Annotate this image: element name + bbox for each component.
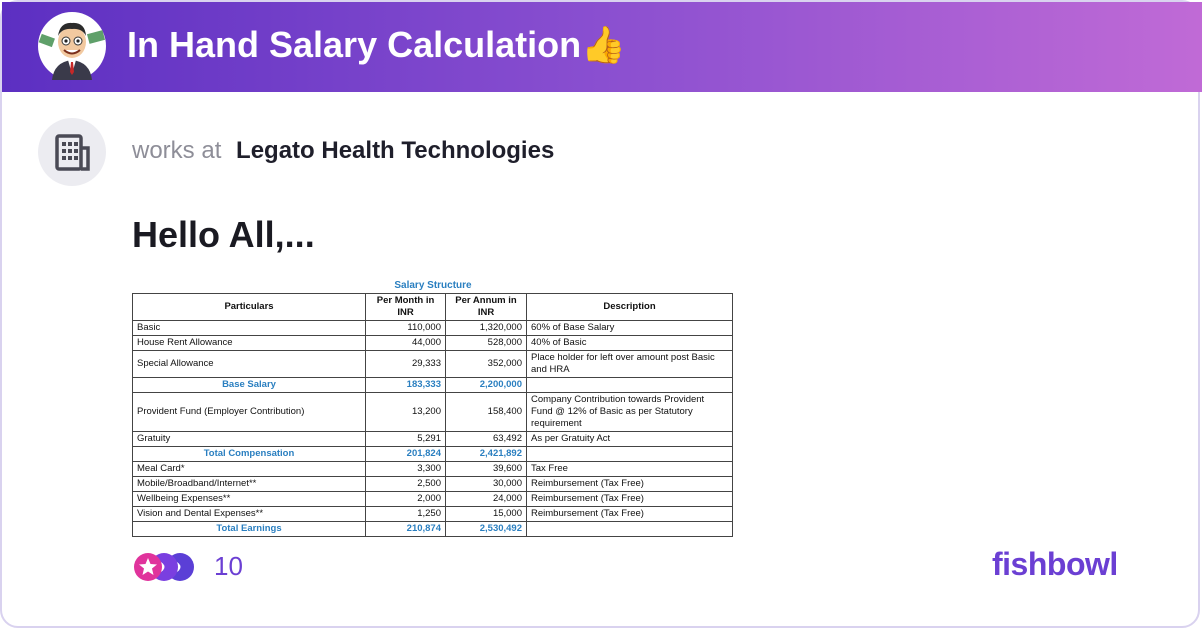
table-cell-particular: Wellbeing Expenses** — [133, 492, 366, 507]
salary-table — [132, 293, 733, 537]
table-cell-month: 5,291 — [366, 432, 446, 447]
table-cell-month: 2,500 — [366, 477, 446, 492]
table-cell-month: 44,000 — [366, 336, 446, 351]
table-cell-month: 110,000 — [366, 321, 446, 336]
table-row — [133, 351, 733, 378]
table-row — [133, 336, 733, 351]
table-cell-month: 2,000 — [366, 492, 446, 507]
table-cell-desc: Tax Free — [527, 462, 733, 477]
table-cell-desc — [527, 522, 733, 537]
table-cell-particular: Total Compensation — [133, 447, 366, 462]
table-caption: Salary Structure — [394, 280, 472, 291]
table-header-cell: Description — [527, 294, 733, 321]
table-cell-particular: Vision and Dental Expenses** — [133, 507, 366, 522]
table-cell-desc: Reimbursement (Tax Free) — [527, 477, 733, 492]
table-cell-annum: 158,400 — [446, 393, 527, 432]
table-cell-particular: House Rent Allowance — [133, 336, 366, 351]
table-cell-particular: Special Allowance — [133, 351, 366, 378]
avatar[interactable] — [38, 12, 106, 80]
table-cell-desc: 40% of Basic — [527, 336, 733, 351]
table-cell-desc — [527, 447, 733, 462]
author-line — [132, 137, 554, 165]
table-cell-annum: 2,200,000 — [446, 378, 527, 393]
table-cell-month: 29,333 — [366, 351, 446, 378]
table-cell-month: 1,250 — [366, 507, 446, 522]
post-title-header: In Hand Salary Calculation👍 — [127, 24, 626, 65]
table-header-cell: Particulars — [133, 294, 366, 321]
table-header-row — [133, 294, 733, 321]
company-name[interactable]: Legato Health Technologies — [236, 137, 555, 164]
table-total-row — [133, 378, 733, 393]
cartoon-businessman-icon — [38, 12, 106, 80]
table-cell-month: 201,824 — [366, 447, 446, 462]
table-header-cell: Per Annum in INR — [446, 294, 527, 321]
table-row — [133, 462, 733, 477]
reactions[interactable] — [132, 550, 202, 584]
table-cell-annum: 352,000 — [446, 351, 527, 378]
table-cell-particular: Meal Card* — [133, 462, 366, 477]
table-row — [133, 321, 733, 336]
post-body-title: Hello All,... — [132, 214, 315, 255]
table-cell-annum: 24,000 — [446, 492, 527, 507]
table-cell-particular: Gratuity — [133, 432, 366, 447]
works-at-label: works at — [132, 137, 222, 164]
table-row — [133, 393, 733, 432]
table-cell-particular: Provident Fund (Employer Contribution) — [133, 393, 366, 432]
table-cell-month: 13,200 — [366, 393, 446, 432]
table-total-row — [133, 522, 733, 537]
table-cell-desc: Reimbursement (Tax Free) — [527, 507, 733, 522]
table-cell-particular: Total Earnings — [133, 522, 366, 537]
table-row — [133, 432, 733, 447]
building-icon — [38, 118, 106, 186]
table-total-row — [133, 447, 733, 462]
table-row — [133, 492, 733, 507]
salary-structure-image[interactable] — [132, 278, 734, 534]
table-cell-annum: 30,000 — [446, 477, 527, 492]
table-header-cell: Per Month in INR — [366, 294, 446, 321]
table-cell-desc: Place holder for left over amount post Basic and HRA — [527, 351, 733, 378]
reaction-count: 10 — [214, 551, 243, 581]
table-row — [133, 507, 733, 522]
post-header — [2, 2, 1202, 92]
table-cell-month: 210,874 — [366, 522, 446, 537]
table-cell-annum: 528,000 — [446, 336, 527, 351]
fishbowl-logo[interactable]: fishbowl — [992, 546, 1118, 582]
table-cell-particular: Mobile/Broadband/Internet** — [133, 477, 366, 492]
table-cell-month: 3,300 — [366, 462, 446, 477]
table-cell-annum: 2,421,892 — [446, 447, 527, 462]
table-body — [133, 321, 733, 537]
table-cell-annum: 1,320,000 — [446, 321, 527, 336]
table-cell-annum: 2,530,492 — [446, 522, 527, 537]
table-cell-particular: Basic — [133, 321, 366, 336]
company-avatar — [38, 118, 106, 186]
table-cell-desc: Company Contribution towards Provident Fund @ 12% of Basic as per Statutory requirement — [527, 393, 733, 432]
table-cell-particular: Base Salary — [133, 378, 366, 393]
table-cell-annum: 15,000 — [446, 507, 527, 522]
table-cell-desc: 60% of Base Salary — [527, 321, 733, 336]
table-cell-desc: As per Gratuity Act — [527, 432, 733, 447]
table-cell-annum: 63,492 — [446, 432, 527, 447]
reaction-icons — [132, 550, 202, 584]
table-cell-annum: 39,600 — [446, 462, 527, 477]
table-cell-desc — [527, 378, 733, 393]
table-row — [133, 477, 733, 492]
table-cell-desc: Reimbursement (Tax Free) — [527, 492, 733, 507]
table-cell-month: 183,333 — [366, 378, 446, 393]
